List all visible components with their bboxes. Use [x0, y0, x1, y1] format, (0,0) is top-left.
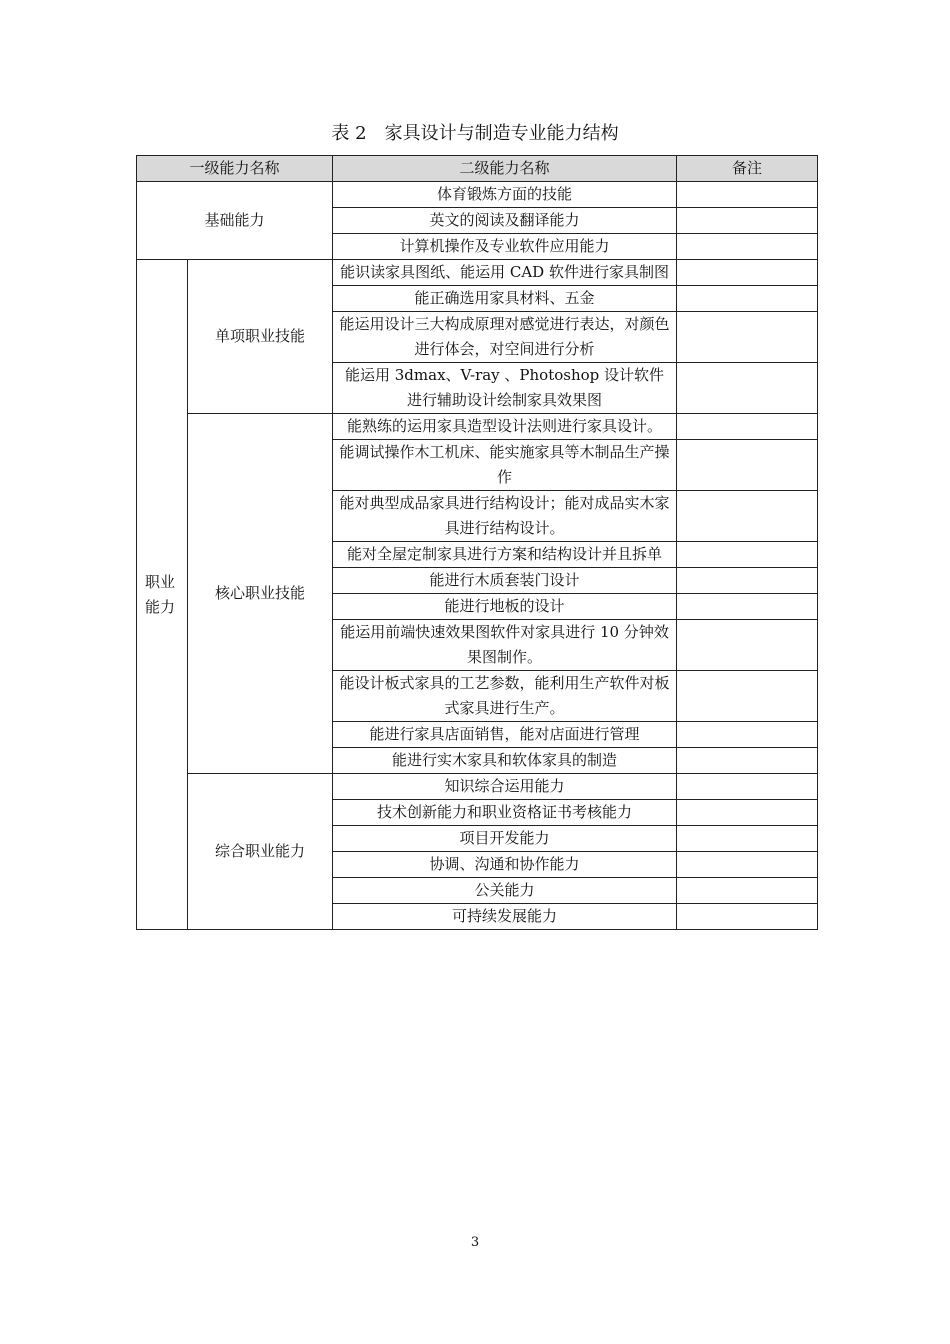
remark-cell [677, 748, 818, 774]
basic-ability-label: 基础能力 [137, 182, 333, 260]
remark-cell [677, 260, 818, 286]
remark-cell [677, 671, 818, 722]
remark-cell [677, 904, 818, 930]
header-level1: 一级能力名称 [137, 156, 333, 182]
second-level-cell: 英文的阅读及翻译能力 [333, 208, 677, 234]
second-level-cell: 能对典型成品家具进行结构设计；能对成品实木家具进行结构设计。 [333, 491, 677, 542]
second-level-cell: 体育锻炼方面的技能 [333, 182, 677, 208]
second-level-cell: 能进行木质套装门设计 [333, 568, 677, 594]
remark-cell [677, 208, 818, 234]
remark-cell [677, 542, 818, 568]
remark-cell [677, 878, 818, 904]
comprehensive-ability-label: 综合职业能力 [188, 774, 333, 930]
remark-cell [677, 491, 818, 542]
second-level-cell: 能识读家具图纸、能运用 CAD 软件进行家具制图 [333, 260, 677, 286]
remark-cell [677, 722, 818, 748]
second-level-cell: 能设计板式家具的工艺参数，能利用生产软件对板式家具进行生产。 [333, 671, 677, 722]
single-skill-label: 单项职业技能 [188, 260, 333, 414]
second-level-cell: 能进行地板的设计 [333, 594, 677, 620]
remark-cell [677, 826, 818, 852]
second-level-cell: 能运用设计三大构成原理对感觉进行表达，对颜色进行体会，对空间进行分析 [333, 312, 677, 363]
remark-cell [677, 800, 818, 826]
remark-cell [677, 852, 818, 878]
second-level-cell: 计算机操作及专业软件应用能力 [333, 234, 677, 260]
second-level-cell: 能进行家具店面销售，能对店面进行管理 [333, 722, 677, 748]
remark-cell [677, 414, 818, 440]
table-header-row [137, 156, 818, 182]
remark-cell [677, 440, 818, 491]
header-level2: 二级能力名称 [333, 156, 677, 182]
second-level-cell: 技术创新能力和职业资格证书考核能力 [333, 800, 677, 826]
remark-cell [677, 594, 818, 620]
table-caption: 表 2 家具设计与制造专业能力结构 [331, 123, 619, 144]
remark-cell [677, 774, 818, 800]
second-level-cell: 能对全屋定制家具进行方案和结构设计并且拆单 [333, 542, 677, 568]
second-level-cell: 协调、沟通和协作能力 [333, 852, 677, 878]
second-level-cell: 能调试操作木工机床、能实施家具等木制品生产操作 [333, 440, 677, 491]
core-skill-label: 核心职业技能 [188, 414, 333, 774]
remark-cell [677, 234, 818, 260]
second-level-cell: 能进行实木家具和软体家具的制造 [333, 748, 677, 774]
second-level-cell: 可持续发展能力 [333, 904, 677, 930]
career-ability-label: 职业能力 [137, 260, 188, 930]
ability-structure-table [136, 155, 818, 930]
remark-cell [677, 620, 818, 671]
table-row [137, 774, 818, 800]
second-level-cell: 能熟练的运用家具造型设计法则进行家具设计。 [333, 414, 677, 440]
remark-cell [677, 312, 818, 363]
table-row [137, 414, 818, 440]
table-row [137, 260, 818, 286]
page-number: 3 [470, 1235, 480, 1250]
second-level-cell: 项目开发能力 [333, 826, 677, 852]
remark-cell [677, 568, 818, 594]
header-remark: 备注 [677, 156, 818, 182]
remark-cell [677, 182, 818, 208]
table-row [137, 182, 818, 208]
second-level-cell: 能正确选用家具材料、五金 [333, 286, 677, 312]
second-level-cell: 知识综合运用能力 [333, 774, 677, 800]
second-level-cell: 公关能力 [333, 878, 677, 904]
remark-cell [677, 363, 818, 414]
remark-cell [677, 286, 818, 312]
second-level-cell: 能运用前端快速效果图软件对家具进行 10 分钟效果图制作。 [333, 620, 677, 671]
second-level-cell: 能运用 3dmax、V-ray 、Photoshop 设计软件进行辅助设计绘制家具效果图 [333, 363, 677, 414]
